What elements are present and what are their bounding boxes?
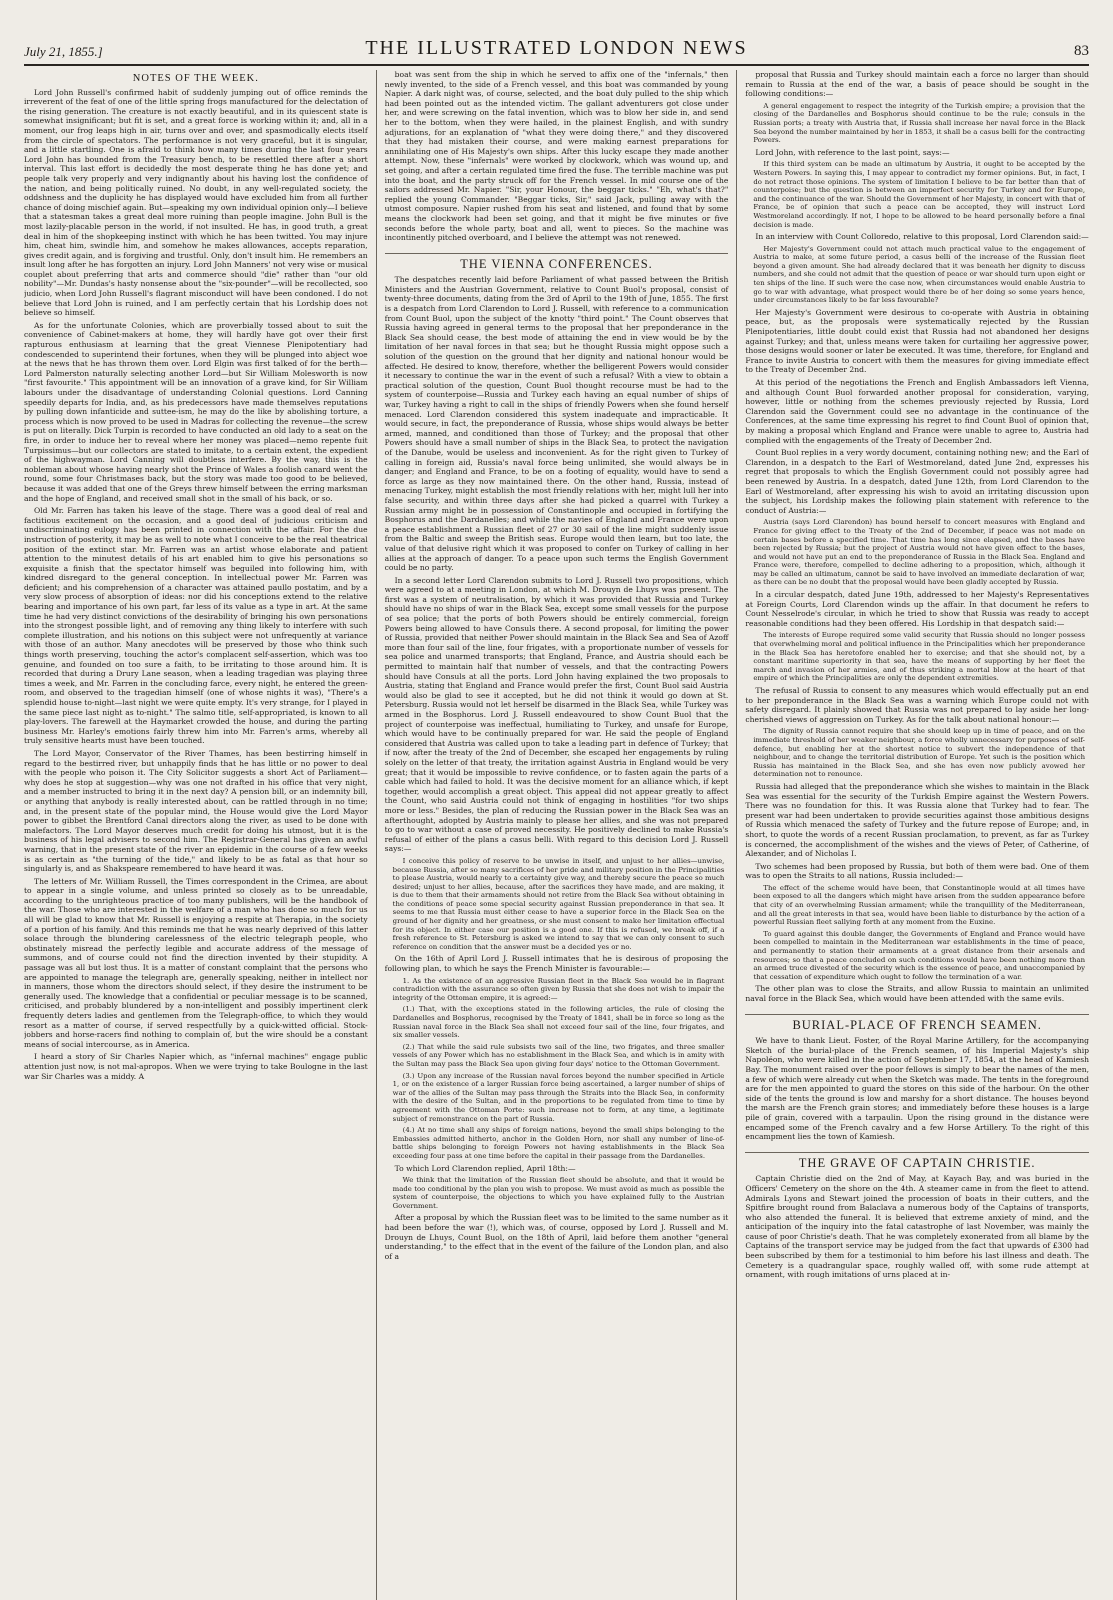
paragraph: After a proposal by which the Russian fleet was to be limited to the same number as it had been before the war (!), which was, of course, opposed by Lord J. Russell and M. Drouyn de Lhuys, Count Buol, on the 18th of April, laid before them another "general understanding," to the effect that in the event of the failure of the London plan, and also of a	[384, 1213, 729, 1261]
paragraph: In a circular despatch, dated June 19th, addressed to her Majesty's Representatives at Foreign Courts, Lord Clarendon winds up the affair. In that document he refers to Count Nesselrode's circular, in which he tried to show that Russia was ready to accept reasonable conditions had they been offered. His Lordship in that despatch said:—	[745, 590, 1090, 628]
grave-of-captain-christie-heading: THE GRAVE OF CAPTAIN CHRISTIE.	[745, 1152, 1089, 1169]
paragraph: Her Majesty's Government were desirous to co-operate with Austria in obtaining peace, but, as the proposals were systematically rejected by the Russian Plenipotentiaries, little doubt could exist that Russia had not abandoned her designs against Turkey; and that, unless means were taken for curtailing her aggressive power, those designs would sooner or later be executed. It was time, therefore, for England and France to invite Austria to concert with them the measures for giving immediate effect to the Treaty of December 2nd.	[745, 307, 1090, 375]
paragraph: Russia had alleged that the preponderance which she wishes to maintain in the Black Sea was essential for the security of the Turkish Empire against the Western Powers. There was no foundation for this. It was Russia alone that Turkey had to fear. The present war had been undertaken to provide securities against those ambitious designs of Russia which menaced the safety of Turkey and the future repose of Europe; and, in short, to quote the words of a recent Russian proclamation, to prevent, as far as Turkey is concerned, the accomplishment of the wishes and the views of Peter, of Catherine, of Alexander, and of Nicholas I.	[745, 781, 1090, 859]
quotation: We think that the limitation of the Russian fleet should be absolute, and that it would be made too conditional by the plan you wish to propose. We must avoid as much as possible the system of counterpoise, the objections to which you have explained fully to the Austrian Government.	[392, 1176, 725, 1210]
column-3	[745, 70, 1089, 1600]
quotation: The interests of Europe required some valid security that Russia should no longer possess that overwhelming moral and political influence in the Principalities which her preponderance in the Black Sea has heretofore enabled her to exercise; and that she should not, by a constant maritime superiority in that sea, have the means of supporting by her fleet the march and invasion of her armies, and of thus striking a mortal blow at the heart of that empire of which the Principalities are only the dependent extremities.	[753, 631, 1086, 683]
paragraph: In a second letter Lord Clarendon submits to Lord J. Russell two propositions, which were agreed to at a meeting in London, at which M. Drouyn de Lhuys was present. The first was a system of neutralisation, by which it was provided that Russia and Turkey should have no ships of war in the Black Sea, except some small vessels for the purpose of sea police; that the ports of both Powers should be entirely commercial, foreign Powers being allowed to have Consuls there. A second proposal, for limiting the power of Russia, provided that neither Power should maintain in the Black Sea and Sea of Azoff more than four sail of the line, four frigates, with a proportionate number of vessels for sea police and unarmed transports; that England, France, and Austria should each be permitted to maintain half that number of vessels, and that the contracting Powers should have Consuls at all the ports. Lord John having explained the two proposals to Austria, stating that England and France would prefer the first, Count Buol said Austria would also be glad to see it accepted, but he did not think it would go down at St. Petersburg. Russia would not let herself be disarmed in the Black Sea, while Turkey was armed in the Bosphorus. Lord J. Russell endeavoured to show Count Buol that the project of counterpoise was ineffectual, humiliating to Turkey, and unsafe for Europe, which would have to be continually prepared for war. He said the people of England considered that Austria was called upon to take a leading part in defence of Turkey; that if now, after the treaty of the 2nd of December, she escaped her engagements by ruling solely on the letter of that treaty, the irritation against Austria in England would be very great; that it would be impossible to revive confidence, or to fasten again the parts of a cable which had failed to hold. It was the decisive moment for an alliance which, if kept together, would accomplish a great object. This appeal did not appear greatly to affect the Count, who said Austria could not think of engaging in hostilities "for two ships more or less." Besides, the plan of reducing the Russian power in the Black Sea was an afterthought, adopted by Austria mainly to please her allies, and she was not prepared to go to war without a case of proved necessity. He positively declined to make Russia's refusal of either of the plans a casus belli. With regard to this decision Lord J. Russell says:—	[384, 575, 729, 854]
article-columns	[24, 70, 1089, 1600]
quotation: I conceive this policy of reserve to be unwise in itself, and unjust to her allies—unwise, because Russia, after so many sacrifices of her pride and military position in the Principalities to please Austria, would nearly to a certainty give way, and thereby secure the peace so much desired; unjust to her allies, because, after the sacrifices they have made, and are making, it is due to them that their armaments should not retire from the Black Sea without obtaining in the conditions of peace some special security against Russian preponderance in that sea. It seems to me that Russia must either cease to have a superior force in the Black Sea on the ground of her dignity and her greatness, or she must consent to make her limitation effectual for its object. In either case our position is a good one. If this is refused, we break off, if a fresh reference to St. Petersburg is asked we intend to say that we can only consent to such reference on condition that the answer must be a decided yes or no.	[392, 856, 725, 951]
quotation: (3.) Upon any increase of the Russian naval forces beyond the number specified in Article 1, or on the existence of a larger Russian force being ascertained, a larger number of ships of war of the allies of the Sultan may pass through the Straits into the Black Sea, in conformity with the desire of the Sultan, and in the proportions to be regulated from time to time by agreement with the Ottoman Porte: such increase not to form, at any time, a legitimate subject of remonstrance on the part of Russia.	[392, 1071, 725, 1123]
quotation: Austria (says Lord Clarendon) has bound herself to concert measures with England and France for giving effect to the Treaty of the 2nd of December, if peace was not made on certain bases before a specified time. That time has long since elapsed, and the bases have been rejected by Russia; but the project of Austria would not have given effect to the bases, and would not have put an end to the preponderance of Russia in the Black Sea. England and France were, therefore, compelled to decline adhering to a proposition, which, although it may be called an ultimatum, cannot be said to have involved an immediate declaration of war, as there can be no doubt that the proposal would have been gladly accepted by Russia.	[753, 518, 1086, 587]
paragraph: As for the unfortunate Colonies, which are proverbially tossed about to suit the convenience of Cabinet-makers at home, they will hardly have got over their first rapturous enthusiasm at learning that the great Viennese Plenipotentiary had condescended to superintend their fortunes, when they will be plunged into abject woe at the news that he has thrown them over. Lord Elgin was first talked of for the berth—Lord Palmerston naturally selecting another Lord—but Sir William Molesworth is now "first favourite." This appointment will be an innovation of a grave kind, for Sir William labours under the disadvantage of understanding Colonial questions. Lord Canning speedily departs for India, and, as his predecessors have made themselves reputations by pulling down infanticide and suttee-ism, he may do the like by abolishing torture, a process which is now proved to be used in Madras for collecting the revenue—the screw is put on literally. Dick Turpin is recorded to have conducted an old lady to a seat on the fire, in order to induce her to reveal where her money was placed—nemo repente fuit Turpissimus—but our collectors are stated to imitate, to a certain extent, the expedient of the highwayman. Lord Canning will doubtless interfere. By the way, this is the nobleman about whose having nearly shot the Prince of Wales a foolish canard went the round, some four Christmases back, but the story was made too good to be believed, because it was added that one of the Greys threw himself between the erring marksman and the hope of England, and received small shot in the small of his back, or so.	[24, 320, 368, 503]
burial-place-heading: BURIAL-PLACE OF FRENCH SEAMEN.	[745, 1014, 1089, 1031]
vienna-conferences-heading: THE VIENNA CONFERENCES.	[385, 253, 729, 270]
paragraph: The despatches recently laid before Parliament of what passed between the British Ministers and the Austrian Government, relative to Count Buol's proposal, consist of twenty-three documents, dating from the 3rd of April to the 19th of June, 1855. The first is a despatch from Lord Clarendon to Lord J. Russell, with reference to a communication from Count Buol, upon the subject of the knotty "third point." The Count observes that Russia having agreed in general terms to the proposal that her preponderance in the Black Sea should cease, the best mode of attaining the end in view would be by the limitation of her naval forces in that sea; but he thought Russia might oppose such a solution of the question on the ground that her dignity and national honour would be affected. He desired to know, therefore, whether the belligerent Powers would consider it necessary to continue the war in the event of such a refusal? With a view to obtain a practical solution of the question, Count Buol thought recourse must be had to the system of counterpoise—Russia and Turkey each having an equal number of ships of war, Turkey having a right to call in the ships of friendly Powers when she found herself menaced. Lord Clarendon considered this system inadequate and impracticable. It would secure, in fact, the preponderance of Russia, whose ships would always be better armed, manned, and conditioned than those of Turkey; and the proposal that other Powers should have a small number of ships in the Black Sea, to protect the navigation of the Danube, would be useless and inconvenient. As for the right given to Turkey of calling in foreign aid, Russia's naval force being unlimited, she would always be in danger; and England and France, to be on a footing of equality, would have to send a force as large as they now maintained there. On the other hand, Russia, instead of menacing Turkey, might establish the most friendly relations with her, might lull her into false security, and within three days after she had picked a quarrel with Turkey a Russian army might be in possession of Constantinople and occupied in fortifying the Bosphorus and the Dardanelles; and while the navies of England and France were upon a peace establishment a Russian fleet of 27 or 30 sail of the line might suddenly issue from the Baltic and sweep the British seas. Europe would then learn, but too late, the value of that delusive right which it was proposed to confer on Turkey of calling in her allies at the approach of danger. To a peace upon such terms the English Government could be no party.	[384, 275, 729, 573]
paragraph: The refusal of Russia to consent to any measures which would effectually put an end to her preponderance in the Black Sea was a warning which Europe could not with safety disregard. It plainly showed that Russia was not prepared to lay aside her long-cherished views of aggression on Turkey. As for the talk about national honour:—	[745, 686, 1090, 724]
quotation: (1.) That, with the exceptions stated in the following articles, the rule of closing the Dardanelles and Bosphorus, recognised by the Treaty of 1841, shall be in force so long as the Russian naval force in the Black Sea shall not exceed four sail of the line, four frigates, and six smaller vessels.	[392, 1005, 725, 1040]
paragraph: Count Buol replies in a very wordy document, containing nothing new; and the Earl of Clarendon, in a despatch to the Earl of Westmoreland, dated June 2nd, expresses his regret that proposals to which the English Government could not possibly agree had been renewed by Austria. In a despatch, dated June 12th, from Lord Clarendon to the Earl of Westmoreland, after expressing his wish to avoid an irritating discussion upon the subject, his Lordship makes the following plain statement with reference to the conduct of Austria:—	[745, 448, 1090, 515]
paragraph: proposal that Russia and Turkey should maintain each a force no larger than should remain to Russia at the end of the war, a basis of peace should be sought in the following conditions:—	[745, 70, 1090, 99]
quotation: 1. As the existence of an aggressive Russian fleet in the Black Sea would be in flagrant contradiction with the assurance so often given by Russia that she does not wish to impair the integrity of the Ottoman empire, it is agreed:—	[392, 976, 725, 1002]
paragraph: Captain Christie died on the 2nd of May, at Kayach Bay, and was buried in the Officers' Cemetery on the shore on the 4th. A steamer came in from the fleet to attend. Admirals Lyons and Stewart joined the procession of boats in their cutters, and the Spitfire brought round from Balaclava a numerous body of the Captains of transports, who also attended the funeral. It is believed that extreme anxiety of mind, and the anticipation of the inquiry into the fatal catastrophe of last November, was mainly the cause of poor Christie's death. That he was completely exonerated from all blame by the Captains of the transport service may be judged from the fact that upwards of £300 had been subscribed by them for a testimonial to him before his last illness and death. The Cemetery is a quadrangular space, roughly walled off, with some rude attempt at ornament, with rough imitations of urns placed at in-	[745, 1174, 1090, 1280]
paragraph: On the 16th of April Lord J. Russell intimates that he is desirous of proposing the following plan, to which he says the French Minister is favourable:—	[384, 954, 729, 974]
issue-date: July 21, 1855.]	[24, 44, 103, 59]
paragraph: To which Lord Clarendon replied, April 18th:—	[394, 1163, 576, 1173]
quotation: Her Majesty's Government could not attach much practical value to the engagement of Austria to make, at some future period, a casus belli of the increase of the Russian fleet beyond a given amount. She had already declared that it was beneath her dignity to discuss numbers, and she could not admit that the question of peace or war should turn upon eight or ten ships of the line. If such were the case now, when circumstances would enable Austria to go to war with advantage, what prospect would there be of her doing so some years hence, under circumstances likely to be far less favourable?	[753, 244, 1086, 305]
paragraph: boat was sent from the ship in which he served to affix one of the "infernals," then newly invented, to the side of a French vessel, and this boat was commanded by young Napier. A dark night was, of course, selected, and the boat duly pulled to the ship which had been pointed out as the intended victim. The gallant adventurers got close under her, and were screwing on the fatal invention, which was to blow her side in, and send her to the bottom, when they were hailed, in the plainest English, and with sundry adjurations, for an explanation of "what they were doing there," and they discovered that they had mistaken their course, and were making earnest preparations for annihilating one of His Majesty's own ships. After this lucky escape they made another attempt. Now, these "infernals" were worked by clockwork, which was wound up, and set going, and after a certain regulated time fired the fuse. The terrible machine was put into the boat, and the party struck off for the French vessel. In mid course one of the sailors addressed Mr. Napier. "Sir, your Honour, the beggar ticks." "Eh, what's that?" replied the young Commander. "Beggar ticks, Sir," said Jack, pulling away with the utmost composure. Napier rushed from his seat and listened, and found that by some means the clockwork had been set going, and that it might be five minutes or five seconds before the whole party, boat and all, went to pieces. So the machine was incontinently pitched overboard, and I believe the attempt was not renewed.	[384, 70, 729, 243]
paragraph: Lord John, with reference to the last point, says:—	[755, 147, 950, 157]
quotation: The dignity of Russia cannot require that she should keep up in time of peace, and on the immediate threshold of her weaker neighbour, a force wholly unnecessary for purposes of self-defence, but enabling her at the shortest notice to subvert the independence of that neighbour, and to change the territorial distribution of Europe. Yet such is the position which Russia has maintained in the Black Sea, and she has even now publicly avowed her determination not to renounce.	[753, 727, 1086, 779]
paragraph: Old Mr. Farren has taken his leave of the stage. There was a good deal of real and factitious excitement on the occasion, and a good deal of judicious criticism and undiscriminating eulogy has been printed in connection with the affair. For the due instruction of posterity, it may be as well to note what I conceive to be the real theatrical position of the extinct star. Mr. Farren was an artist whose elaborate and patient attention to the minutest details of his art enabled him to give his personations so exquisite a finish that the spectator himself was beguiled into following him, with kindred disregard to the general conception. In intellectual power Mr. Farren was deficient; and his comprehension of a character was attained paullo postatim, and by a very slow process of absorption of ideas: nor did his conceptions extend to the relative bearing and importance of his own part, far less of its value as a type in art. At the same time he had very distinct convictions of the desirability of bringing his own personations into the strongest possible light, and of removing any thing likely to interfere with such complete illustration, and his notions on this subject were not unfrequently at variance with those of an author. Many anecdotes will be preserved by those who think such things worth preserving, touching the actor's complacent self-assertion, which was too genuine, and founded on too sure a faith, to be irritating to those around him. It is recorded that during a Drury Lane season, when a leading tragedian was playing three times a week, and Mr. Farren in the concluding farce, every night, he entered the green-room, and observed to the tragedian himself (one of whose nights it was), "There's a splendid house to-night—last night we were quite empty. It's very strange, for I played in the same piece last night as to-night." The salmo title, self-appropriated, is known to all play-lovers. The farewell at the Haymarket crowded the house, and during the parting business Mr. Harley's emotions fairly threw him into Mr. Farren's arms, whereby all truly sensitive hearts must have been touched.	[24, 506, 368, 746]
quotation: The effect of the scheme would have been, that Constantinople would at all times have been exposed to all the dangers which might have arisen from the sudden appearance before that city of an overwhelming Russian armament; while the tranquillity of the Mediterranean, and all the great interests in that sea, would have been liable to disturbance by the action of a powerful Russian fleet sallying forth at any moment from the Euxine.	[753, 883, 1086, 927]
notes-of-the-week-heading: NOTES OF THE WEEK.	[132, 73, 259, 84]
quotation: To guard against this double danger, the Governments of England and France would have been compelled to maintain in the Mediterranean war establishments in the time of peace, and permanently to station their armaments at a great distance from their arsenals and resources; so that a peace concluded on such conditions would have been nothing more than an armed truce divested of the security which is the essence of peace, and unaccompanied by that cessation of expenditure which ought to follow the termination of a war.	[753, 929, 1086, 981]
paragraph: In an interview with Count Colloredo, relative to this proposal, Lord Clarendon said:—	[755, 232, 1089, 242]
page-number: 83	[1074, 43, 1089, 59]
quotation: If this third system can be made an ultimatum by Austria, it ought to be accepted by the Western Powers. In saying this, I may appear to contradict my former opinions. But, in fact, I do not retract those opinions. The system of limitation I believe to be far better than that of counterpoise; but the question is between an imperfect security for Turkey and for Europe, and the continuance of the war. Should the Government of her Majesty, in concert with that of France, be of opinion that such a peace can be accepted, they will instruct Lord Westmoreland accordingly. If not, I hope to be allowed to be heard personally before a final decision is made.	[753, 160, 1086, 229]
paragraph: The other plan was to close the Straits, and allow Russia to maintain an unlimited naval force in the Black Sea, which would have been attended with the same evils.	[745, 984, 1090, 1003]
paragraph: At this period of the negotiations the French and English Ambassadors left Vienna, and although Count Buol forwarded another proposal for consideration, varying, however, little or nothing from the schemes previously rejected by Russia, Lord Clarendon said the Government could see no advantage in the continuance of the Conferences, at the same time expressing his regret to find Count Buol of opinion that, by making a proposal which England and France were unable to agree to, Austria had complied with the engagements of the Treaty of December 2nd.	[745, 378, 1090, 445]
paragraph: The Lord Mayor, Conservator of the River Thames, has been bestirring himself in regard to the bestirred river, but unhappily finds that he has little or no power to deal with the people who poison it. The City Solicitor suggests a short Act of Parliament—why does he stop at suggestion—why was one not drafted in his office that very night, and a member instructed to bring it in the next day? A pension bill, or an indemnity bill, or anything that anybody is really interested about, can be rattled through in no time; and, in the present state of the popular mind, the House would give the Lord Mayor power to gibbet the Brentford Canal directors along the river, as used to be done with malefactors. The Lord Mayor deserves much credit for doing his utmost, but it is the business of his legal advisers to second him. The Registrar-General has given an awful warning, that in the present state of the river an epidemic in the course of a few weeks is as certain as "the turning of the tide," and likely to be as fatal as that hour so singularly is, and as Shakspeare remembered to have heard it was.	[24, 748, 368, 874]
paragraph: The letters of Mr. William Russell, the Times correspondent in the Crimea, are about to appear in a single volume, and unless printed so closely as to be unreadable, according to the unrighteous practice of too many publishers, will be the handbook of the war. Those who are interested in the welfare of a man who has done so much for us all will be glad to know that Mr. Russell is enjoying a respite at Therapia, in the society of a portion of his family. And this reminds me that he was nearly deprived of this latter solace through the blundering carelessness of the electric telegraph people, who obstinately misread the perfectly legible and accurate address of the message of summons, and of course could not find the direction invented by their stupidity. A passage was all but lost thus. It is a matter of constant complaint that the persons who are appointed to manage the telegraph are, generally speaking, neither in intellect nor in manners, those whom the directors should select, if they desire the instrument to be generally used. The knowledge that a confidential or peculiar message is to be scanned, criticised, and probably blundered by a non-intelligent and possibly impertinent clerk frequently deters ladies and gentlemen from the Telegraph-office, to which they would resort as a matter of course, if served respectfully by a quick-witted official. Stock-jobbers and horse-racers find nothing to complain of, but the wire should be a constant means of social intercourse, as in America.	[24, 876, 368, 1049]
paragraph: Lord John Russell's confirmed habit of suddenly jumping out of office reminds the irreverent of the feat of one of the little spring frogs manufactured for the delectation of the rising generation. The creature is not exactly beautiful, and in its quiescent state is somewhat insignificant; but fit is set, and a great force is working within it; and, all in a moment, our frog leaps high in air, turns over and over, and spasmodically elects itself from the circle of spectators. The performance is not very graceful, but it is singular, and a little startling. One is afraid to think how many times during the last four years Lord John has bounded from the Treasury bench, to be resettled there after a short interval. This last effort is decidedly the most desperate thing he has done yet; and people talk very properly and very indignantly about his having lost the confidence of the nation, and being politically ruined. No doubt, in any well-regulated society, the oddshness and the duplicity he has displayed would have excluded him from all further chance of doing mischief again. But—speaking my own individual opinion only—I believe that a statesman takes a great deal more ruining than people imagine. John Bull is the most lazily-placable person in the world, if not insulted. He has, in good truth, a great deal in him of the shopkeeping instinct with which he has been twitted. You may injure him, cheat him, swindle him, and somehow he makes allowances, accepts reparation, gives credit again, and is forgiving and trustful. Only, don't insult him. He remembers an insult long after he has forgotten an injury. Lord John Manners' not very wise or musical couplet about preferring that arts and commerce should "die" rather than "our old nobility"—Mr. Dundas's hasty nonsense about the "six-pounder"—will be recollected, soo judicio, when Lord John Russell's flagrant misconduct will have been condoned. I do not believe that Lord John is ruined, and I am perfectly certain that his Lordship does not believe so himself.	[24, 87, 368, 318]
masthead	[24, 26, 1089, 66]
column-2	[385, 70, 738, 1600]
paragraph: We have to thank Lieut. Foster, of the Royal Marine Artillery, for the accompanying Sketch of the burial-place of the French seamen, of his Imperial Majesty's ship Napoléon, who were killed in the action of September 17, 1854, at the head of Kamiesh Bay. The monument raised over the poor fellows is simply to bear the names of the men, a few of which were already cut when the Sketch was made. The tents in the foreground are for the men appointed to guard the stores on this side of the harbour. On the other side of the tents the ground is low and marshy for a short distance. The houses beyond the marsh are the French grain stores; and immediately before these houses is a large pile of grain, covered with a tarpaulin. Upon the rising ground in the distance were encamped some of the French cavalry and a few Horse Artillery. To the right of this encampment lies the town of Kamiesh.	[745, 1036, 1090, 1142]
column-1	[24, 70, 377, 1600]
newspaper-title: THE ILLUSTRATED LONDON NEWS	[365, 37, 748, 59]
paragraph: I heard a story of Sir Charles Napier which, as "infernal machines" engage public attention just now, is not mal-apropos. When we were trying to take Boulogne in the last war Sir Charles was a middy. A	[24, 1052, 368, 1081]
quotation: (2.) That while the said rule subsists two sail of the line, two frigates, and three smaller vessels of any Power which has no establishment in the Black Sea, and which is in amity with the Sultan may pass the Black Sea upon giving four days' notice to the Ottoman Government.	[392, 1042, 725, 1068]
quotation: A general engagement to respect the integrity of the Turkish empire; a provision that the closing of the Dardanelles and Bosphorus should continue to be the rule; consuls in the Russian ports; a treaty with Austria that, if Russia shall increase her naval force in the Black Sea beyond the number maintained by her in 1853, it shall be a casus belli for the contracting Powers.	[753, 101, 1086, 145]
quotation: (4.) At no time shall any ships of foreign nations, beyond the small ships belonging to the Embassies admitted hitherto, anchor in the Golden Horn, nor shall any number of line-of-battle ships belonging to foreign Powers not having establishments in the Black Sea exceeding four pass at one time before the capital in their passage from the Dardanelles.	[392, 1126, 725, 1160]
paragraph: Two schemes had been proposed by Russia, but both of them were bad. One of them was to open the Straits to all nations, Russia included:—	[745, 861, 1090, 881]
